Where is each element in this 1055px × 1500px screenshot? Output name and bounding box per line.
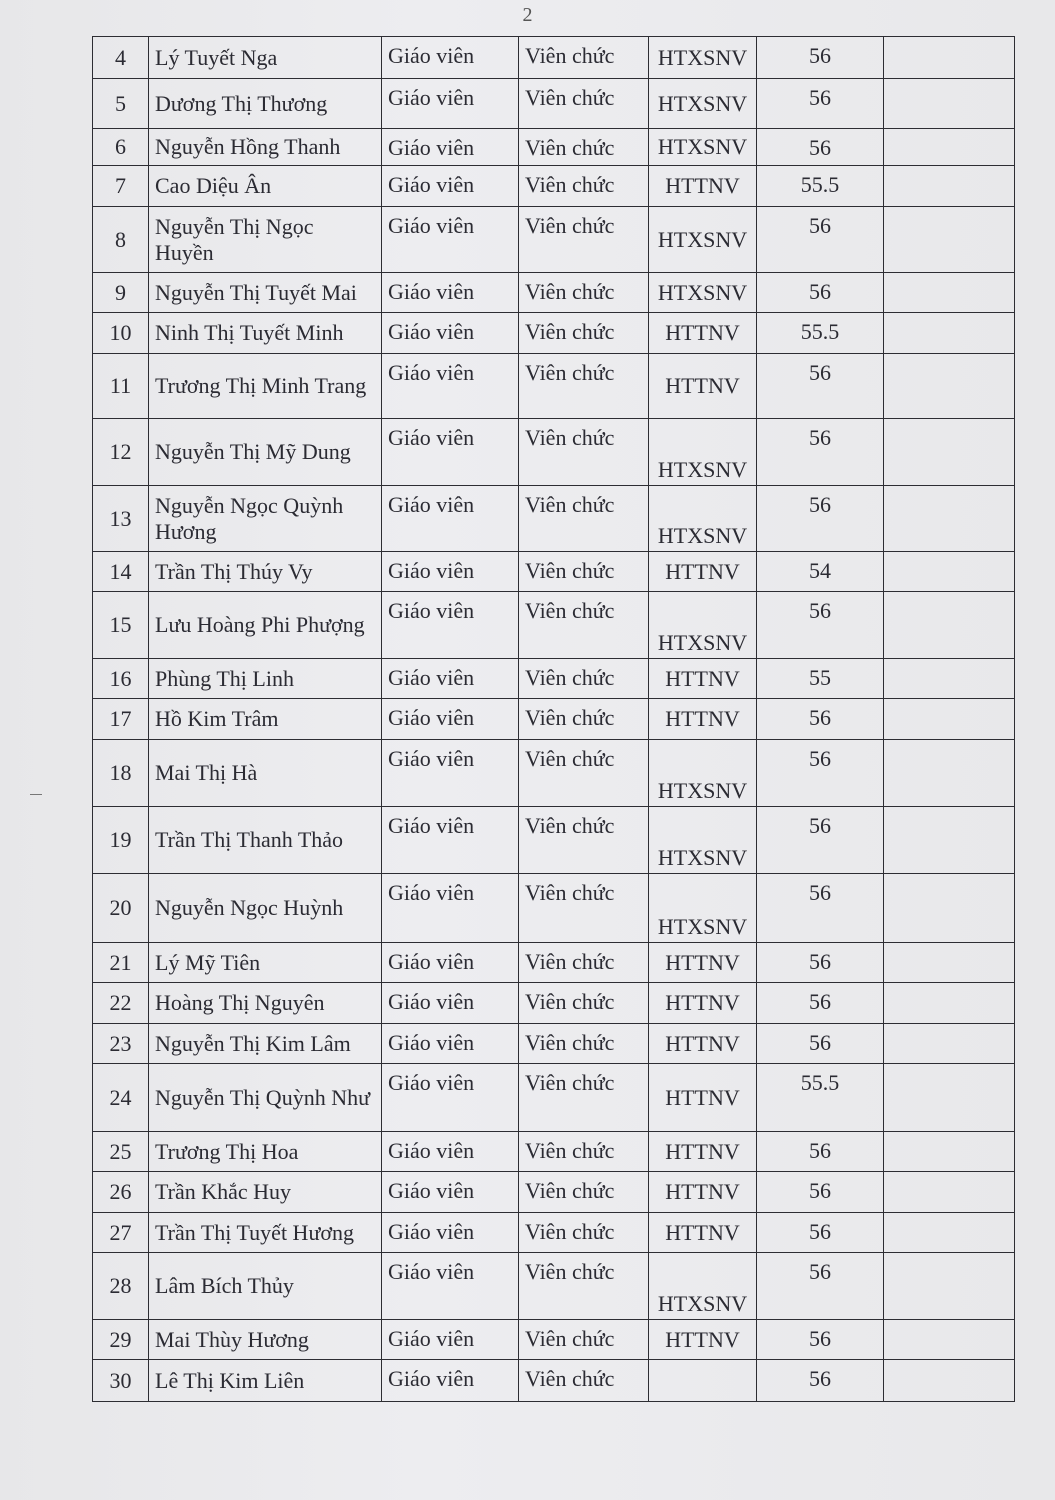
employment-type-cell: Viên chức: [519, 273, 649, 313]
row-number: 12: [93, 419, 149, 486]
table-row: [93, 1320, 1015, 1360]
position-cell: Giáo viên: [382, 129, 519, 166]
table-row: [93, 37, 1015, 79]
note-cell: [884, 1132, 1015, 1172]
note-cell: [884, 79, 1015, 129]
score-cell: 56: [757, 1172, 884, 1213]
staff-name: Nguyễn Ngọc Quỳnh Hương: [149, 486, 382, 552]
table-row: [93, 273, 1015, 313]
rating-cell: HTXSNV: [649, 419, 757, 486]
note-cell: [884, 37, 1015, 79]
staff-name: Ninh Thị Tuyết Minh: [149, 313, 382, 354]
employment-type-cell: Viên chức: [519, 1172, 649, 1213]
score-cell: 54: [757, 552, 884, 592]
row-number: 19: [93, 807, 149, 874]
row-number: 14: [93, 552, 149, 592]
score-cell: 55.5: [757, 313, 884, 354]
note-cell: [884, 943, 1015, 983]
page-number: 2: [522, 4, 533, 26]
table-row: [93, 699, 1015, 740]
score-cell: 55.5: [757, 1064, 884, 1132]
staff-name: Cao Diệu Ân: [149, 166, 382, 207]
row-number: 28: [93, 1253, 149, 1320]
staff-name: Nguyễn Thị Kim Lâm: [149, 1024, 382, 1064]
table-row: [93, 943, 1015, 983]
row-number: 16: [93, 659, 149, 699]
staff-name: Dương Thị Thương: [149, 79, 382, 129]
staff-name: Trần Thị Tuyết Hương: [149, 1213, 382, 1253]
employment-type-cell: Viên chức: [519, 1132, 649, 1172]
note-cell: [884, 592, 1015, 659]
rating-cell: HTTNV: [649, 1172, 757, 1213]
position-cell: Giáo viên: [382, 79, 519, 129]
score-cell: 56: [757, 1253, 884, 1320]
row-number: 21: [93, 943, 149, 983]
staff-name: Trương Thị Hoa: [149, 1132, 382, 1172]
row-number: 30: [93, 1360, 149, 1402]
rating-cell: HTTNV: [649, 943, 757, 983]
position-cell: Giáo viên: [382, 1132, 519, 1172]
position-cell: Giáo viên: [382, 1320, 519, 1360]
position-cell: Giáo viên: [382, 1064, 519, 1132]
employment-type-cell: Viên chức: [519, 740, 649, 807]
table-row: [93, 659, 1015, 699]
margin-mark: [30, 794, 42, 795]
position-cell: Giáo viên: [382, 273, 519, 313]
employment-type-cell: Viên chức: [519, 129, 649, 166]
row-number: 15: [93, 592, 149, 659]
table-row: [93, 874, 1015, 943]
position-cell: Giáo viên: [382, 983, 519, 1024]
row-number: 29: [93, 1320, 149, 1360]
note-cell: [884, 1253, 1015, 1320]
rating-cell: HTTNV: [649, 1024, 757, 1064]
position-cell: Giáo viên: [382, 807, 519, 874]
employment-type-cell: Viên chức: [519, 166, 649, 207]
table-row: [93, 807, 1015, 874]
note-cell: [884, 354, 1015, 419]
staff-name: Lâm Bích Thủy: [149, 1253, 382, 1320]
employment-type-cell: Viên chức: [519, 699, 649, 740]
staff-name: Trần Khắc Huy: [149, 1172, 382, 1213]
score-cell: 56: [757, 37, 884, 79]
note-cell: [884, 1064, 1015, 1132]
staff-name: Lê Thị Kim Liên: [149, 1360, 382, 1402]
row-number: 6: [93, 129, 149, 166]
score-cell: 56: [757, 592, 884, 659]
table-row: [93, 1024, 1015, 1064]
position-cell: Giáo viên: [382, 1360, 519, 1402]
row-number: 22: [93, 983, 149, 1024]
note-cell: [884, 699, 1015, 740]
row-number: 4: [93, 37, 149, 79]
staff-evaluation-table: [92, 36, 1015, 1402]
rating-cell: HTXSNV: [649, 273, 757, 313]
note-cell: [884, 166, 1015, 207]
score-cell: 56: [757, 1132, 884, 1172]
score-cell: 56: [757, 943, 884, 983]
row-number: 5: [93, 79, 149, 129]
row-number: 17: [93, 699, 149, 740]
row-number: 8: [93, 207, 149, 273]
employment-type-cell: Viên chức: [519, 486, 649, 552]
employment-type-cell: Viên chức: [519, 37, 649, 79]
staff-name: Phùng Thị Linh: [149, 659, 382, 699]
employment-type-cell: Viên chức: [519, 1320, 649, 1360]
staff-name: Hoàng Thị Nguyên: [149, 983, 382, 1024]
employment-type-cell: Viên chức: [519, 943, 649, 983]
position-cell: Giáo viên: [382, 943, 519, 983]
employment-type-cell: Viên chức: [519, 1360, 649, 1402]
rating-cell: HTXSNV: [649, 37, 757, 79]
note-cell: [884, 1320, 1015, 1360]
table-body: [93, 37, 1015, 1402]
score-cell: 56: [757, 1024, 884, 1064]
table-row: [93, 419, 1015, 486]
position-cell: Giáo viên: [382, 166, 519, 207]
staff-name: Nguyễn Ngọc Huỳnh: [149, 874, 382, 943]
score-cell: 56: [757, 273, 884, 313]
position-cell: Giáo viên: [382, 1253, 519, 1320]
rating-cell: HTTNV: [649, 1213, 757, 1253]
row-number: 23: [93, 1024, 149, 1064]
row-number: 24: [93, 1064, 149, 1132]
employment-type-cell: Viên chức: [519, 79, 649, 129]
table-row: [93, 1064, 1015, 1132]
staff-name: Trương Thị Minh Trang: [149, 354, 382, 419]
rating-cell: HTTNV: [649, 1132, 757, 1172]
employment-type-cell: Viên chức: [519, 313, 649, 354]
staff-name: Trần Thị Thúy Vy: [149, 552, 382, 592]
staff-name: Lưu Hoàng Phi Phượng: [149, 592, 382, 659]
rating-cell: HTTNV: [649, 1064, 757, 1132]
position-cell: Giáo viên: [382, 592, 519, 659]
rating-cell: HTXSNV: [649, 807, 757, 874]
score-cell: 56: [757, 983, 884, 1024]
table-row: [93, 740, 1015, 807]
employment-type-cell: Viên chức: [519, 1064, 649, 1132]
row-number: 7: [93, 166, 149, 207]
table-row: [93, 207, 1015, 273]
table-row: [93, 129, 1015, 166]
rating-cell: HTXSNV: [649, 874, 757, 943]
row-number: 10: [93, 313, 149, 354]
score-cell: 56: [757, 79, 884, 129]
position-cell: Giáo viên: [382, 552, 519, 592]
table-row: [93, 552, 1015, 592]
note-cell: [884, 1172, 1015, 1213]
rating-cell: [649, 1360, 757, 1402]
position-cell: Giáo viên: [382, 486, 519, 552]
row-number: 27: [93, 1213, 149, 1253]
table-row: [93, 983, 1015, 1024]
rating-cell: HTTNV: [649, 166, 757, 207]
score-cell: 55.5: [757, 166, 884, 207]
position-cell: Giáo viên: [382, 874, 519, 943]
score-cell: 56: [757, 807, 884, 874]
note-cell: [884, 129, 1015, 166]
rating-cell: HTTNV: [649, 983, 757, 1024]
position-cell: Giáo viên: [382, 207, 519, 273]
note-cell: [884, 983, 1015, 1024]
row-number: 26: [93, 1172, 149, 1213]
note-cell: [884, 207, 1015, 273]
score-cell: 56: [757, 207, 884, 273]
position-cell: Giáo viên: [382, 313, 519, 354]
position-cell: Giáo viên: [382, 699, 519, 740]
employment-type-cell: Viên chức: [519, 419, 649, 486]
staff-name: Mai Thị Hà: [149, 740, 382, 807]
score-cell: 56: [757, 699, 884, 740]
score-cell: 55: [757, 659, 884, 699]
note-cell: [884, 1360, 1015, 1402]
employment-type-cell: Viên chức: [519, 552, 649, 592]
position-cell: Giáo viên: [382, 740, 519, 807]
table-row: [93, 1132, 1015, 1172]
staff-name: Nguyễn Thị Ngọc Huyền: [149, 207, 382, 273]
position-cell: Giáo viên: [382, 659, 519, 699]
row-number: 20: [93, 874, 149, 943]
position-cell: Giáo viên: [382, 419, 519, 486]
staff-name: Hồ Kim Trâm: [149, 699, 382, 740]
table-row: [93, 592, 1015, 659]
staff-name: Nguyễn Thị Mỹ Dung: [149, 419, 382, 486]
rating-cell: HTXSNV: [649, 79, 757, 129]
rating-cell: HTTNV: [649, 659, 757, 699]
employment-type-cell: Viên chức: [519, 354, 649, 419]
rating-cell: HTTNV: [649, 354, 757, 419]
rating-cell: HTXSNV: [649, 740, 757, 807]
rating-cell: HTTNV: [649, 1320, 757, 1360]
note-cell: [884, 486, 1015, 552]
rating-cell: HTTNV: [649, 552, 757, 592]
position-cell: Giáo viên: [382, 354, 519, 419]
employment-type-cell: Viên chức: [519, 983, 649, 1024]
score-cell: 56: [757, 1320, 884, 1360]
employment-type-cell: Viên chức: [519, 207, 649, 273]
table-row: [93, 1253, 1015, 1320]
employment-type-cell: Viên chức: [519, 1024, 649, 1064]
employment-type-cell: Viên chức: [519, 592, 649, 659]
note-cell: [884, 659, 1015, 699]
position-cell: Giáo viên: [382, 37, 519, 79]
row-number: 9: [93, 273, 149, 313]
score-cell: 56: [757, 354, 884, 419]
staff-name: Mai Thùy Hương: [149, 1320, 382, 1360]
score-cell: 56: [757, 740, 884, 807]
row-number: 18: [93, 740, 149, 807]
position-cell: Giáo viên: [382, 1172, 519, 1213]
note-cell: [884, 419, 1015, 486]
table-row: [93, 1172, 1015, 1213]
rating-cell: HTTNV: [649, 699, 757, 740]
table-row: [93, 1213, 1015, 1253]
position-cell: Giáo viên: [382, 1213, 519, 1253]
note-cell: [884, 740, 1015, 807]
staff-name: Nguyễn Thị Tuyết Mai: [149, 273, 382, 313]
staff-name: Nguyễn Hồng Thanh: [149, 129, 382, 166]
staff-name: Trần Thị Thanh Thảo: [149, 807, 382, 874]
score-cell: 56: [757, 1213, 884, 1253]
rating-cell: HTXSNV: [649, 207, 757, 273]
note-cell: [884, 313, 1015, 354]
employment-type-cell: Viên chức: [519, 874, 649, 943]
note-cell: [884, 1024, 1015, 1064]
table-row: [93, 166, 1015, 207]
note-cell: [884, 874, 1015, 943]
table-row: [93, 486, 1015, 552]
rating-cell: HTXSNV: [649, 486, 757, 552]
score-cell: 56: [757, 419, 884, 486]
staff-name: Nguyễn Thị Quỳnh Như: [149, 1064, 382, 1132]
row-number: 25: [93, 1132, 149, 1172]
score-cell: 56: [757, 1360, 884, 1402]
table-row: [93, 354, 1015, 419]
table-row: [93, 1360, 1015, 1402]
table-row: [93, 313, 1015, 354]
rating-cell: HTXSNV: [649, 1253, 757, 1320]
row-number: 11: [93, 354, 149, 419]
employment-type-cell: Viên chức: [519, 1253, 649, 1320]
rating-cell: HTXSNV: [649, 129, 757, 166]
note-cell: [884, 1213, 1015, 1253]
staff-name: Lý Mỹ Tiên: [149, 943, 382, 983]
score-cell: 56: [757, 129, 884, 166]
employment-type-cell: Viên chức: [519, 1213, 649, 1253]
note-cell: [884, 807, 1015, 874]
rating-cell: HTXSNV: [649, 592, 757, 659]
note-cell: [884, 273, 1015, 313]
score-cell: 56: [757, 486, 884, 552]
staff-name: Lý Tuyết Nga: [149, 37, 382, 79]
position-cell: Giáo viên: [382, 1024, 519, 1064]
employment-type-cell: Viên chức: [519, 807, 649, 874]
row-number: 13: [93, 486, 149, 552]
rating-cell: HTTNV: [649, 313, 757, 354]
table-row: [93, 79, 1015, 129]
employment-type-cell: Viên chức: [519, 659, 649, 699]
note-cell: [884, 552, 1015, 592]
score-cell: 56: [757, 874, 884, 943]
